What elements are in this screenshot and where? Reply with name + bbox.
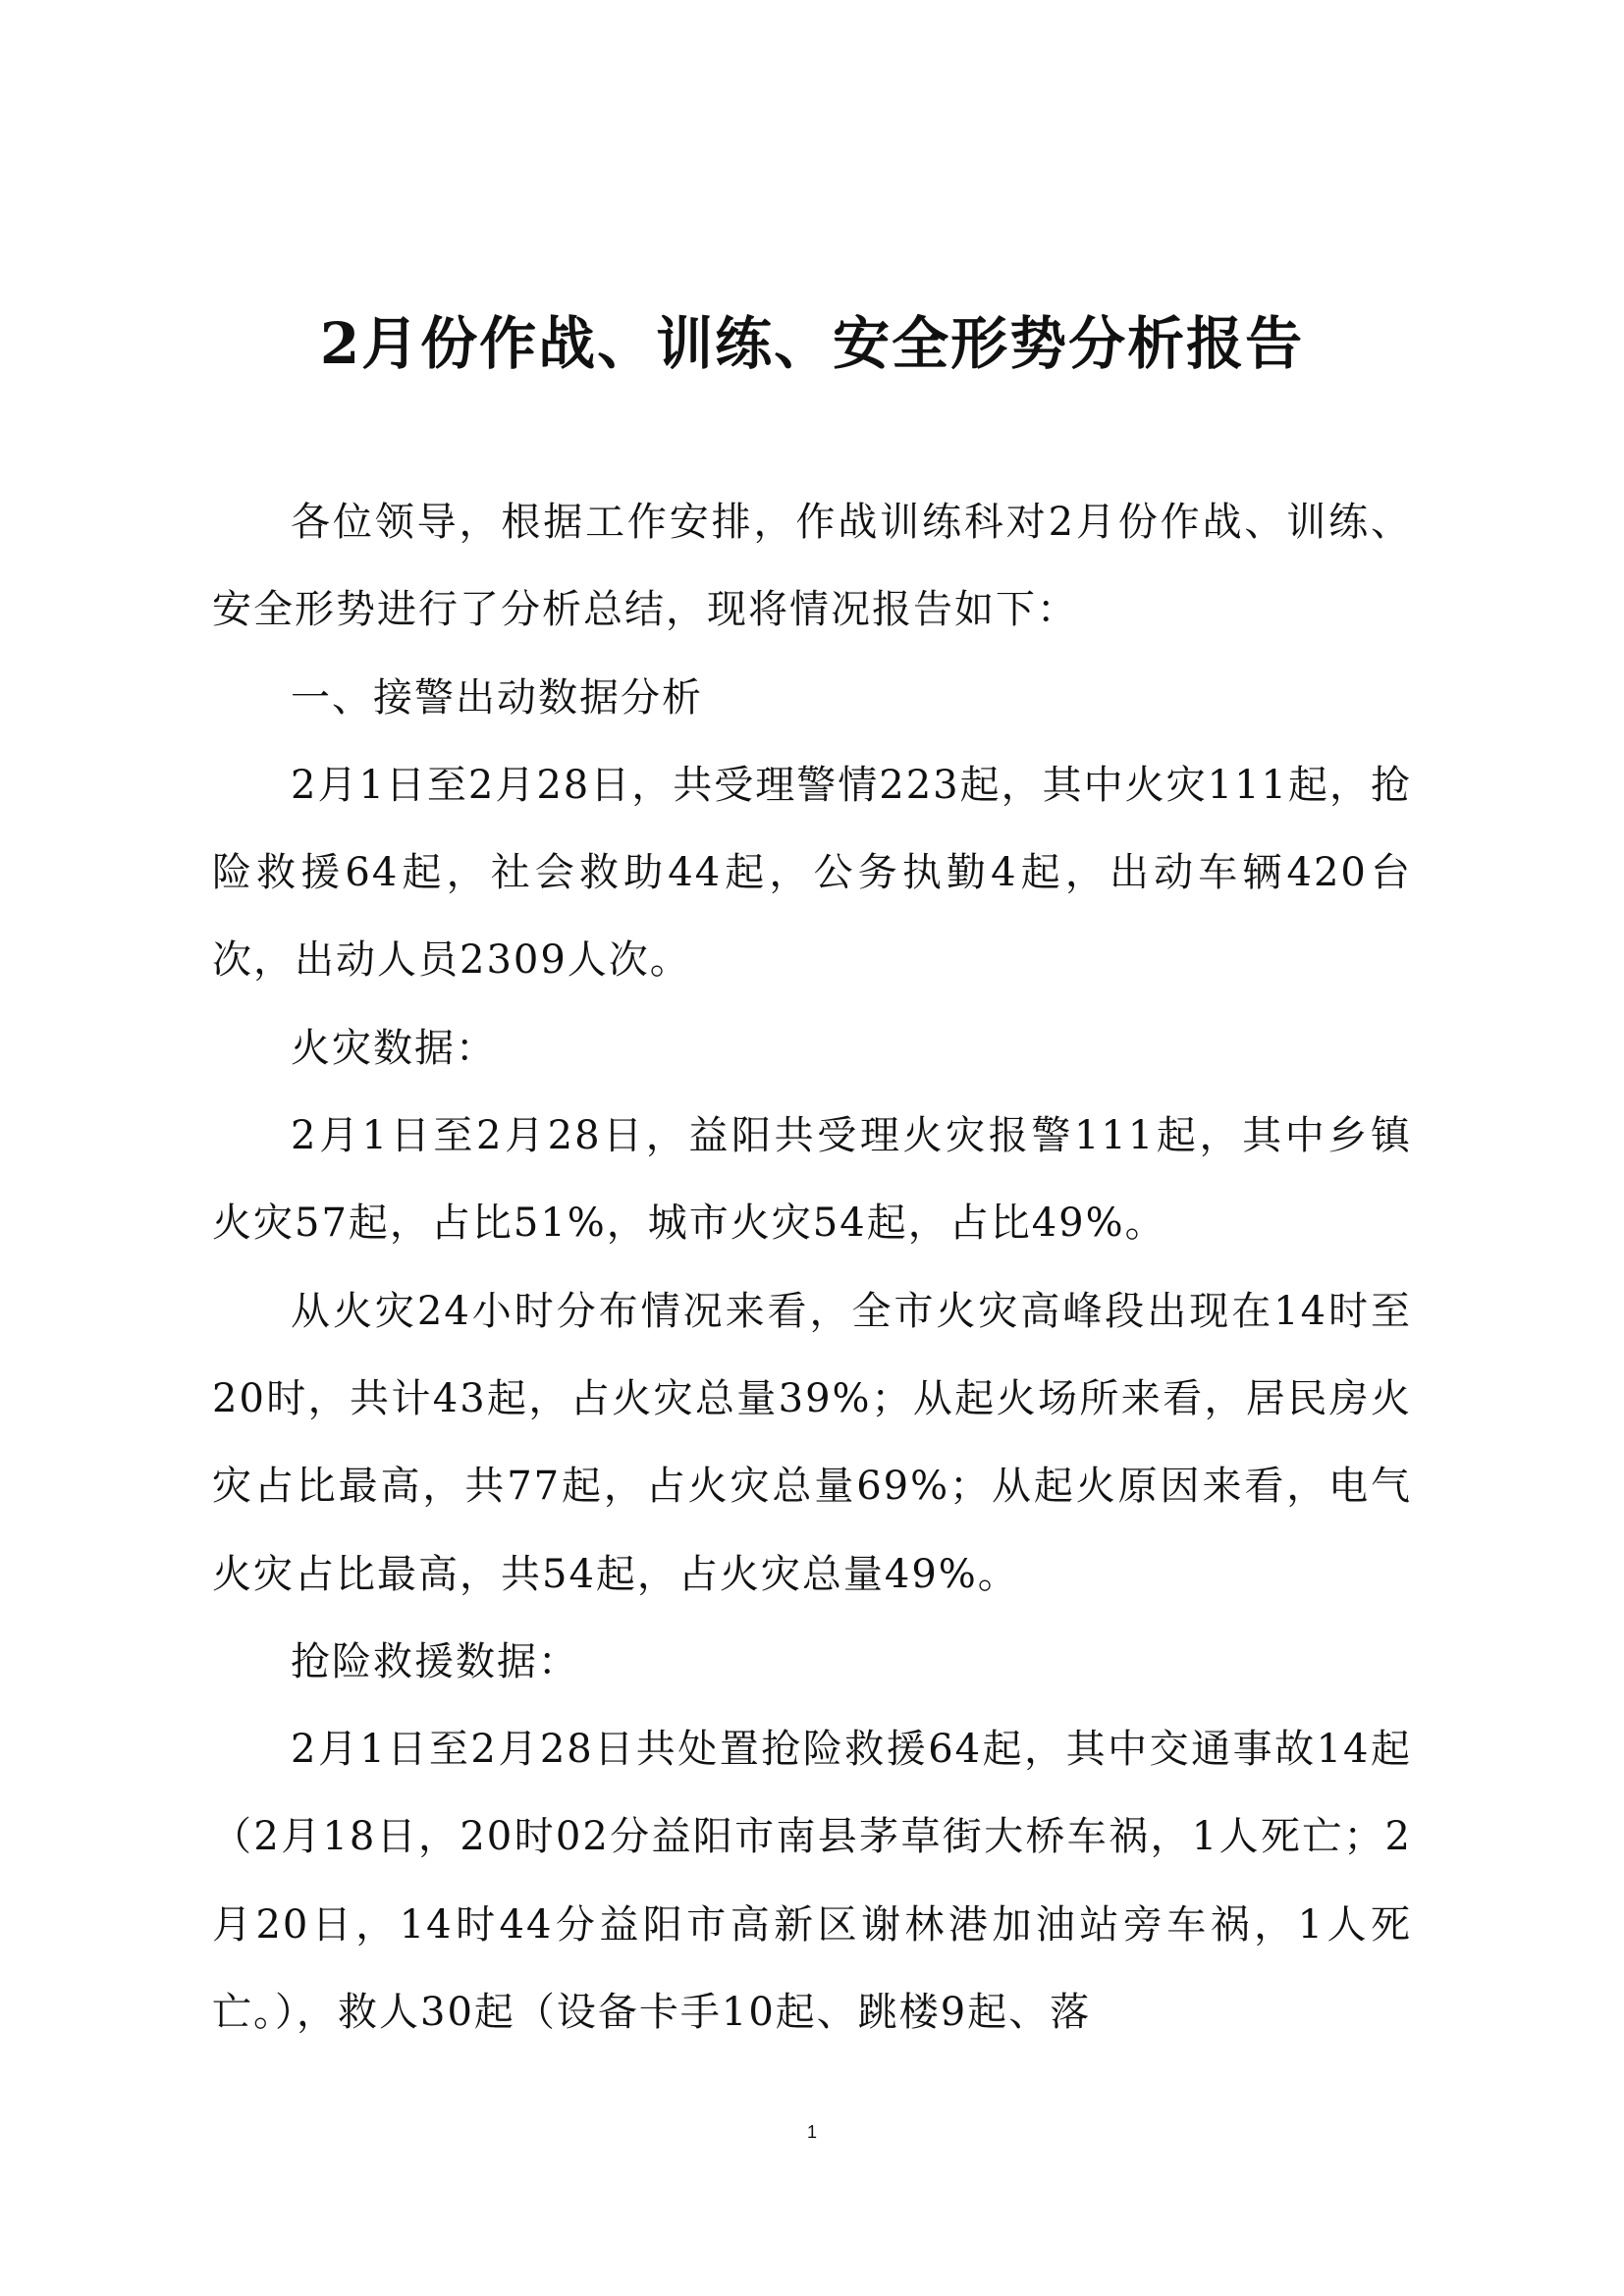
page-number: 1 [806,2122,817,2142]
fire-analysis-paragraph: 从火灾24小时分布情况来看，全市火灾高峰段出现在14时至20时，共计43起，占火灾总量39%；从起火场所来看，居民房火灾占比最高，共77起，占火灾总量69%；从起火原因来看，电气火灾占比最高，共54起，占火灾总量49%。 [212,1288,1412,1597]
rescue-data-paragraph: 2月1日至2月28日共处置抢险救援64起，其中交通事故14起（2月18日，20时02分益阳市南县茅草街大桥车祸，1人死亡；2月20日，14时44分益阳市高新区谢林港加油站旁车祸，1人死亡。），救人30起（设备卡手10起、跳楼9起、落 [212,1727,1412,2036]
fire-data-paragraph: 2月1日至2月28日，益阳共受理火灾报警111起，其中乡镇火灾57起，占比51%，城市火灾54起，占比49%。 [212,1113,1412,1247]
dispatch-summary-paragraph: 2月1日至2月28日，共受理警情223起，其中火灾111起，抢险救援64起，社会救助44起，公务执勤4起，出动车辆420台次，出动人员2309人次。 [212,762,1412,984]
subheading-rescue-data: 抢险救援数据： [291,1638,579,1684]
document-body [212,479,1412,2056]
section-heading-dispatch-data: 一、接警出动数据分析 [291,674,703,721]
intro-paragraph: 各位领导，根据工作安排，作战训练科对2月份作战、训练、安全形势进行了分析总结，现将情况报告如下： [212,500,1412,633]
subheading-fire-data: 火灾数据： [291,1025,497,1071]
document-title: 2月份作战、训练、安全形势分析报告 [319,310,1305,377]
